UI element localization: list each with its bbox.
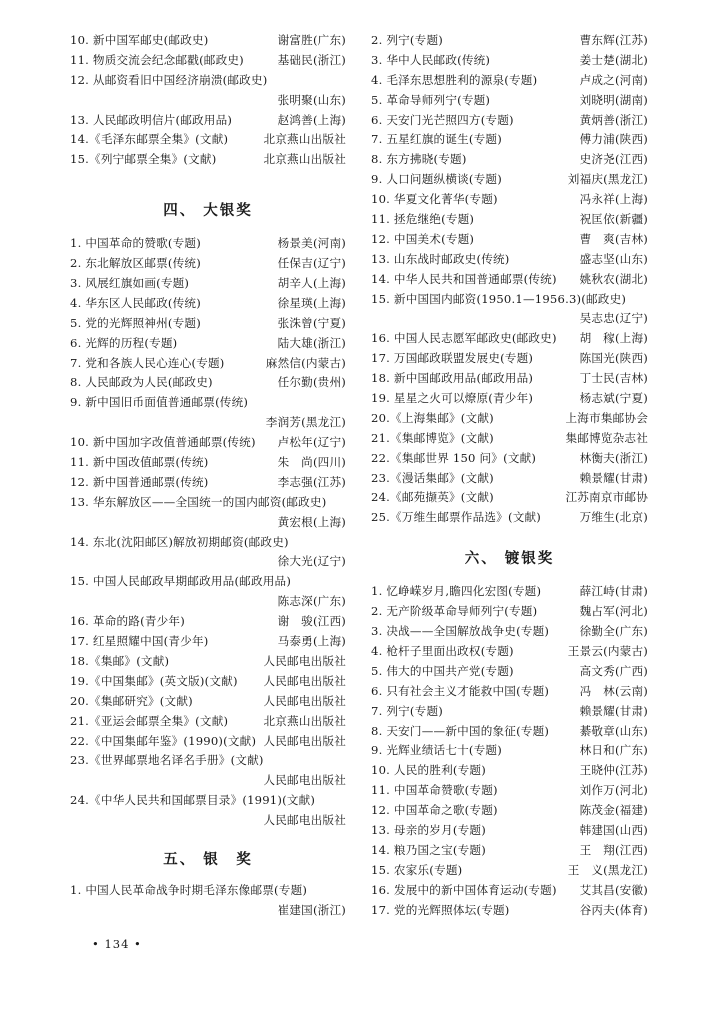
entry-author: 人民邮电出版社 (263, 653, 346, 668)
list-item (70, 314, 346, 334)
section-heading-silver-plated: 六、 镀银奖 (464, 551, 555, 568)
list-item (70, 150, 346, 170)
entry-title: 15.《列宁邮票全集》(文献) (70, 152, 217, 167)
entry-author: 黄炳善(浙江) (579, 112, 648, 127)
list-item (371, 270, 648, 290)
entry-author: 北京燕山出版社 (263, 152, 346, 167)
entry-author: 江苏南京市邮协 (565, 490, 648, 505)
left-column (70, 31, 346, 921)
list-item (371, 71, 648, 91)
entry-title: 11. 物质交流会纪念邮戳(邮政史) (70, 52, 244, 67)
entry-title: 9. 新中国旧币面值普通邮票(传统) (70, 395, 249, 410)
entry-author: 冯 林(云南) (579, 683, 648, 698)
entry-author: 上海市集邮协会 (565, 410, 648, 425)
entry-title: 14. 东北(沈阳邮区)解放初期邮资(邮政史) (70, 534, 289, 549)
entry-title: 11. 中国革命赞歌(专题) (371, 783, 498, 798)
list-item (70, 732, 346, 752)
entry-title: 9. 光辉业绩话七十(专题) (371, 743, 502, 758)
entry-author: 北京燕山出版社 (263, 713, 346, 728)
entry-author: 谷丙夫(体育) (579, 902, 648, 917)
entry-title: 14. 中华人民共和国普通邮票(传统) (371, 271, 557, 286)
entry-title: 11. 新中国改值邮票(传统) (70, 455, 209, 470)
entry-author: 任保吉(辽宁) (277, 256, 346, 271)
list-item (70, 612, 346, 632)
list-item (70, 513, 346, 533)
entry-author: 陈茂金(福建) (579, 803, 648, 818)
entry-author: 杨志斌(宁夏) (579, 391, 648, 406)
list-item (371, 349, 648, 369)
list-item (371, 51, 648, 71)
entry-author: 陈志深(广东) (277, 594, 346, 609)
entry-author: 徐星瑛(上海) (277, 295, 346, 310)
list-item (70, 652, 346, 672)
list-item (371, 130, 648, 150)
entry-title: 13. 山东战时邮政史(传统) (371, 251, 510, 266)
entry-title: 12. 从邮资看旧中国经济崩溃(邮政史) (70, 72, 268, 87)
list-item (70, 791, 346, 811)
entry-author: 陈国光(陕西) (579, 351, 648, 366)
list-item (70, 354, 346, 374)
entry-author: 傅力浦(陕西) (579, 132, 648, 147)
list-item (371, 841, 648, 861)
entry-title: 21.《集邮博览》(文献) (371, 430, 494, 445)
section-heading-silver: 五、 银 奖 (163, 851, 253, 868)
entry-title: 13. 华东解放区——全国统一的国内邮资(邮政史) (70, 494, 327, 509)
list-item (70, 901, 346, 921)
list-item (70, 91, 346, 111)
entry-title: 23.《世界邮票地名译名手册》(文献) (70, 753, 264, 768)
entry-author: 卢成之(河南) (579, 72, 648, 87)
list-item (371, 722, 648, 742)
entry-title: 7. 五星红旗的诞生(专题) (371, 132, 502, 147)
entry-author: 杨景美(河南) (277, 236, 346, 251)
entry-title: 8. 天安门——新中国的象征(专题) (371, 723, 550, 738)
list-item (371, 369, 648, 389)
entry-title: 1. 忆峥嵘岁月,瞻四化宏图(专题) (371, 584, 542, 599)
list-item (371, 309, 648, 329)
list-item (70, 493, 346, 513)
list-item (70, 71, 346, 91)
entry-title: 19.《中国集邮》(英文版)(文献) (70, 673, 238, 688)
list-item (70, 712, 346, 732)
list-item (371, 190, 648, 210)
entry-author: 谢富胜(广东) (277, 33, 346, 47)
entry-author: 刘作万(河北) (579, 783, 648, 798)
list-item (70, 130, 346, 150)
list-item (371, 170, 648, 190)
entry-title: 23.《漫话集邮》(文献) (371, 470, 494, 485)
list-item (371, 761, 648, 781)
entry-title: 24.《邮苑撷英》(文献) (371, 490, 494, 505)
list-item (371, 622, 648, 642)
entry-author: 人民邮电出版社 (263, 673, 346, 688)
list-item (70, 771, 346, 791)
entry-title: 3. 华中人民邮政(传统) (371, 52, 491, 67)
entry-title: 16. 革命的路(青少年) (70, 614, 185, 629)
list-item (371, 449, 648, 469)
entry-title: 16. 发展中的新中国体育运动(专题) (371, 882, 557, 897)
entry-author: 胡辛人(上海) (277, 276, 346, 291)
list-item (70, 672, 346, 692)
silver-award-list (70, 881, 346, 921)
entry-author: 基础民(浙江) (277, 52, 346, 67)
entry-author: 王 翔(江西) (579, 842, 648, 857)
entry-author: 曹东辉(江苏) (579, 33, 648, 47)
list-item (70, 31, 346, 51)
entry-author: 高文秀(广西) (579, 663, 648, 678)
entry-author: 北京燕山出版社 (263, 132, 346, 147)
entry-author: 集邮博览杂志社 (565, 430, 648, 445)
silver-award-list-continued (371, 31, 648, 528)
list-item (371, 230, 648, 250)
entry-title: 21.《亚运会邮票全集》(文献) (70, 713, 229, 728)
entry-author: 艾其昌(安徽) (579, 882, 648, 897)
entry-title: 4. 枪杆子里面出政权(专题) (371, 643, 514, 658)
list-item (70, 592, 346, 612)
entry-title: 22.《中国集邮年鉴》(1990)(文献) (70, 733, 257, 748)
entry-author: 赵鸿善(上海) (277, 112, 346, 127)
list-item (70, 453, 346, 473)
section-prev-list (70, 31, 346, 170)
list-item (371, 290, 648, 310)
list-item (371, 801, 648, 821)
entry-author: 王 义(黑龙江) (567, 862, 648, 877)
entry-title: 4. 毛泽东思想胜利的源泉(专题) (371, 72, 538, 87)
entry-title: 15. 新中国国内邮资(1950.1—1956.3)(邮政史) (371, 291, 627, 306)
right-column (371, 31, 648, 920)
list-item (371, 150, 648, 170)
entry-author: 徐大光(辽宁) (277, 554, 346, 569)
entry-author: 祝匡依(新疆) (579, 212, 648, 227)
silver-plated-award-list (371, 582, 648, 920)
entry-author: 魏占军(河北) (579, 604, 648, 619)
entry-author: 李志强(江苏) (277, 474, 346, 489)
list-item (70, 413, 346, 433)
entry-author: 朱 尚(四川) (277, 455, 346, 470)
entry-title: 22.《集邮世界 150 问》(文献) (371, 450, 537, 465)
entry-author: 薛江峙(甘肃) (579, 584, 648, 599)
list-item (70, 294, 346, 314)
entry-author: 麻然信(内蒙古) (265, 355, 346, 370)
entry-author: 姚秋农(湖北) (579, 271, 648, 286)
entry-author: 林日和(广东) (579, 743, 648, 758)
list-item (70, 274, 346, 294)
entry-author: 马泰勇(上海) (277, 634, 346, 649)
entry-title: 14.《毛泽东邮票全集》(文献) (70, 132, 229, 147)
entry-title: 20.《上海集邮》(文献) (371, 410, 494, 425)
entry-title: 15. 中国人民邮政早期邮政用品(邮政用品) (70, 574, 292, 589)
list-item (371, 409, 648, 429)
list-item (371, 111, 648, 131)
list-item (371, 881, 648, 901)
list-item (371, 781, 648, 801)
entry-title: 17. 党的光辉照体坛(专题) (371, 902, 510, 917)
entry-author: 韩建国(山西) (579, 822, 648, 837)
entry-title: 10. 人民的胜利(专题) (371, 763, 486, 778)
entry-title: 3. 决战——全国解放战争史(专题) (371, 624, 550, 639)
entry-author: 张明聚(山东) (277, 92, 346, 107)
entry-title: 4. 华东区人民邮政(传统) (70, 295, 201, 310)
entry-title: 16. 中国人民志愿军邮政史(邮政史) (371, 331, 557, 346)
entry-author: 刘福庆(黑龙江) (567, 172, 648, 187)
entry-title: 6. 只有社会主义才能救中国(专题) (371, 683, 550, 698)
entry-author: 盛志坚(山东) (579, 251, 648, 266)
list-item (371, 602, 648, 622)
entry-author: 陆大雄(浙江) (277, 335, 346, 350)
entry-title: 15. 农家乐(专题) (371, 862, 463, 877)
list-item (371, 642, 648, 662)
list-item (70, 473, 346, 493)
entry-title: 10. 新中国军邮史(邮政史) (70, 33, 209, 47)
list-item (371, 31, 648, 51)
entry-author: 丁士民(吉林) (579, 371, 648, 386)
entry-author: 赖景耀(甘肃) (579, 470, 648, 485)
entry-title: 25.《万维生邮票作品选》(文献) (371, 510, 542, 525)
entry-author: 卢松年(辽宁) (277, 435, 346, 450)
entry-title: 12. 新中国普通邮票(传统) (70, 474, 209, 489)
entry-title: 6. 天安门光芒照四方(专题) (371, 112, 514, 127)
entry-author: 曹 爽(吉林) (579, 231, 648, 246)
list-item (70, 334, 346, 354)
list-item (70, 373, 346, 393)
list-item (70, 393, 346, 413)
entry-author: 林衡夫(浙江) (579, 450, 648, 465)
entry-title: 3. 风展红旗如画(专题) (70, 276, 190, 291)
list-item (70, 111, 346, 131)
entry-title: 18.《集邮》(文献) (70, 653, 170, 668)
entry-title: 13. 人民邮政明信片(邮政用品) (70, 112, 233, 127)
list-item (70, 254, 346, 274)
entry-title: 8. 人民邮政为人民(邮政史) (70, 375, 213, 390)
entry-author: 胡 稼(上海) (579, 331, 648, 346)
list-item (371, 508, 648, 528)
entry-author: 崔建国(浙江) (277, 902, 346, 917)
entry-title: 2. 东北解放区邮票(传统) (70, 256, 201, 271)
entry-author: 刘晓明(湖南) (579, 92, 648, 107)
entry-title: 20.《集邮研究》(文献) (70, 693, 193, 708)
list-item (371, 210, 648, 230)
entry-title: 17. 红星照耀中国(青少年) (70, 634, 209, 649)
list-item (70, 692, 346, 712)
entry-title: 24.《中华人民共和国邮票目录》(1991)(文献) (70, 793, 316, 808)
list-item (371, 901, 648, 921)
entry-title: 5. 伟大的中国共产党(专题) (371, 663, 514, 678)
list-item (371, 429, 648, 449)
entry-author: 冯永祥(上海) (579, 192, 648, 207)
list-item (371, 682, 648, 702)
list-item (70, 533, 346, 553)
entry-title: 13. 母亲的岁月(专题) (371, 822, 486, 837)
entry-title: 12. 中国革命之歌(专题) (371, 803, 498, 818)
list-item (70, 234, 346, 254)
entry-author: 万维生(北京) (579, 510, 648, 525)
entry-author: 吴志忠(辽宁) (579, 311, 648, 326)
entry-author: 綦敬章(山东) (579, 723, 648, 738)
entry-author: 人民邮电出版社 (263, 693, 346, 708)
list-item (371, 91, 648, 111)
entry-author: 徐勤全(广东) (579, 624, 648, 639)
list-item (371, 861, 648, 881)
entry-author: 姜士楚(湖北) (579, 52, 648, 67)
entry-title: 11. 拯危继绝(专题) (371, 212, 475, 227)
entry-author: 人民邮电出版社 (263, 813, 346, 828)
entry-title: 17. 万国邮政联盟发展史(专题) (371, 351, 534, 366)
entry-title: 5. 革命导师列宁(专题) (371, 92, 491, 107)
entry-author: 人民邮电出版社 (263, 733, 346, 748)
entry-author: 李润芳(黑龙江) (265, 415, 346, 430)
entry-title: 7. 党和各族人民心连心(专题) (70, 355, 225, 370)
section-heading-large-silver: 四、 大银奖 (163, 203, 253, 220)
entry-title: 18. 新中国邮政用品(邮政用品) (371, 371, 534, 386)
list-item (371, 329, 648, 349)
list-item (371, 469, 648, 489)
entry-author: 王晓仲(江苏) (579, 763, 648, 778)
list-item (371, 582, 648, 602)
list-item (371, 389, 648, 409)
large-silver-award-list (70, 234, 346, 831)
entry-title: 2. 列宁(专题) (371, 33, 443, 47)
entry-title: 10. 新中国加字改值普通邮票(传统) (70, 435, 256, 450)
entry-title: 1. 中国人民革命战争时期毛泽东像邮票(专题) (70, 882, 308, 897)
entry-title: 2. 无产阶级革命导师列宁(专题) (371, 604, 538, 619)
list-item (70, 572, 346, 592)
entry-author: 任尔勤(贵州) (277, 375, 346, 390)
entry-title: 6. 光辉的历程(专题) (70, 335, 178, 350)
entry-author: 张洙曾(宁夏) (277, 315, 346, 330)
list-item (371, 488, 648, 508)
entry-title: 5. 党的光辉照神州(专题) (70, 315, 201, 330)
entry-author: 谢 骏(江西) (277, 614, 346, 629)
entry-title: 7. 列宁(专题) (371, 703, 443, 718)
entry-title: 8. 东方拂晓(专题) (371, 152, 467, 167)
entry-title: 10. 华夏文化菁华(专题) (371, 192, 498, 207)
entry-author: 史济尧(江西) (579, 152, 648, 167)
list-item (70, 632, 346, 652)
list-item (70, 552, 346, 572)
entry-author: 王景云(内蒙古) (567, 643, 648, 658)
list-item (371, 821, 648, 841)
entry-title: 1. 中国革命的赞歌(专题) (70, 236, 201, 251)
entry-author: 人民邮电出版社 (263, 773, 346, 788)
entry-title: 9. 人口问题纵横谈(专题) (371, 172, 502, 187)
list-item (70, 881, 346, 901)
list-item (371, 702, 648, 722)
list-item (70, 811, 346, 831)
list-item (371, 741, 648, 761)
list-item (371, 250, 648, 270)
entry-author: 黄宏根(上海) (277, 514, 346, 529)
list-item (371, 662, 648, 682)
list-item (70, 433, 346, 453)
list-item (70, 51, 346, 71)
entry-title: 19. 星星之火可以燎原(青少年) (371, 391, 534, 406)
page-number: • 134 • (92, 937, 142, 951)
entry-title: 12. 中国美术(专题) (371, 231, 475, 246)
entry-title: 14. 粮乃国之宝(专题) (371, 842, 486, 857)
entry-author: 赖景耀(甘肃) (579, 703, 648, 718)
list-item (70, 751, 346, 771)
